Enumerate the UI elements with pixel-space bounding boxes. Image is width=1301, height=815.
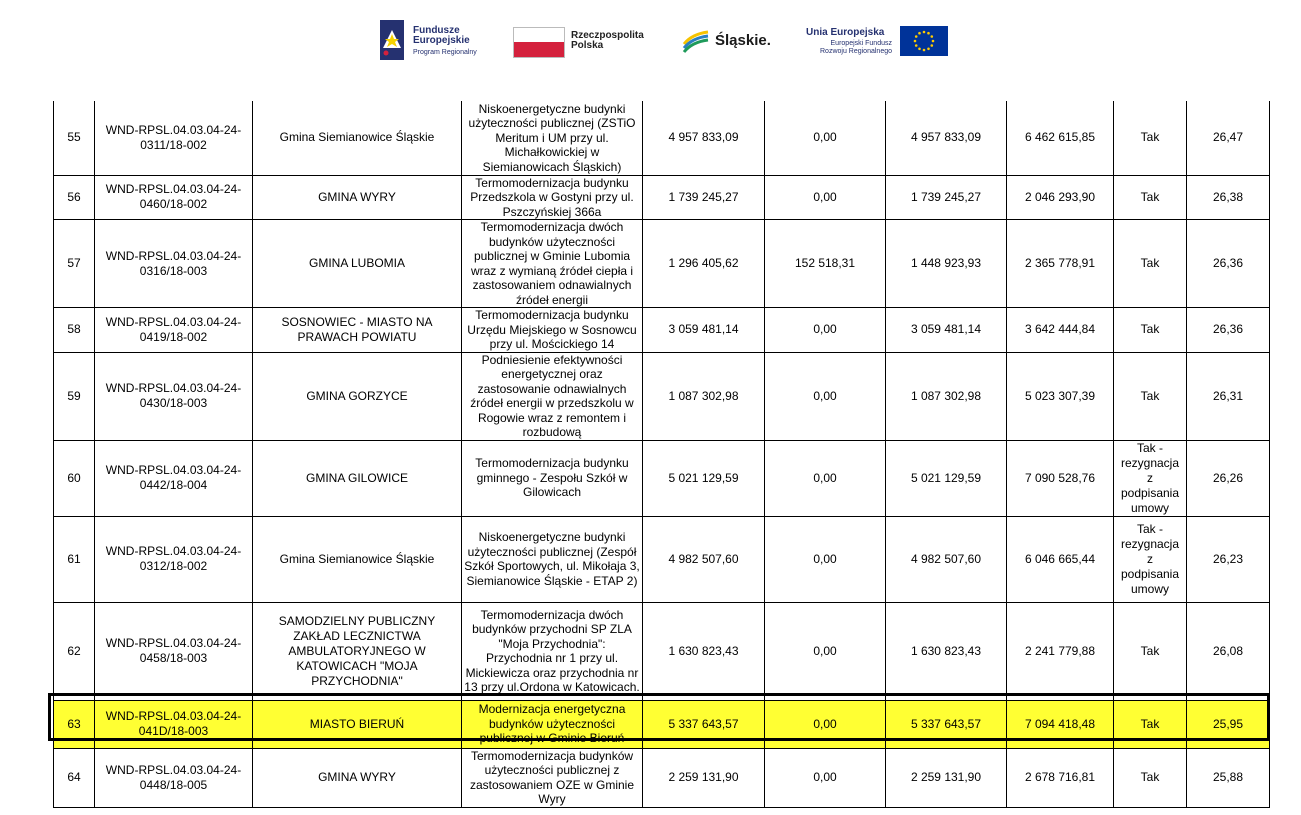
cell-score: 26,31 [1187, 352, 1270, 440]
table-row [54, 516, 1270, 602]
cell-co-financing: 1 448 923,93 [886, 220, 1007, 308]
slaskie-waves-icon [682, 28, 710, 54]
polish-flag-icon [513, 27, 565, 58]
ranking-table [53, 101, 1270, 808]
cell-co-financing: 4 982 507,60 [886, 516, 1007, 602]
unia-sub1: Europejski Fundusz [830, 40, 892, 47]
cell-total-value: 6 046 665,44 [1007, 516, 1114, 602]
cell-eligible-cost: 2 259 131,90 [643, 748, 765, 807]
cell-project-title: Niskoenergetyczne budynki użyteczności publicznej (ZSTiO Meritum i UM przy ul. Michałkowickiej w Siemianowicach Śląskich) [462, 101, 643, 175]
cell-co-financing: 1 739 245,27 [886, 175, 1007, 220]
cell-application-number: WND-RPSL.04.03.04-24-0448/18-005 [95, 748, 253, 807]
cell-total-value: 5 023 307,39 [1007, 352, 1114, 440]
cell-eligible-cost: 1 630 823,43 [643, 602, 765, 700]
table-row [54, 602, 1270, 700]
cell-status: Tak [1114, 220, 1187, 308]
cell-project-title: Niskoenergetyczne budynki użyteczności publicznej (Zespół Szkół Sportowych, ul. Mikołaja 3, Siemianowice Śląskie - ETAP 2) [462, 516, 643, 602]
rzeczpospolita-line1: Rzeczpospolita [571, 30, 644, 41]
cell-other-cost: 0,00 [765, 700, 886, 748]
cell-eligible-cost: 5 337 643,57 [643, 700, 765, 748]
ranking-table-wrapper [53, 101, 1269, 808]
unia-europejska-logo [802, 18, 952, 62]
cell-score: 26,08 [1187, 602, 1270, 700]
table-row [54, 308, 1270, 353]
unia-sub2: Rozwoju Regionalnego [820, 48, 892, 55]
cell-eligible-cost: 5 021 129,59 [643, 440, 765, 516]
cell-row-number: 62 [54, 602, 95, 700]
cell-co-financing: 1 087 302,98 [886, 352, 1007, 440]
cell-score: 26,36 [1187, 308, 1270, 353]
cell-other-cost: 0,00 [765, 308, 886, 353]
cell-eligible-cost: 4 957 833,09 [643, 101, 765, 175]
fundusze-europejskie-logo [380, 18, 490, 62]
rzeczpospolita-logo [513, 18, 663, 62]
cell-application-number: WND-RPSL.04.03.04-24-0458/18-003 [95, 602, 253, 700]
cell-status: Tak [1114, 352, 1187, 440]
slaskie-logo [682, 18, 782, 62]
cell-co-financing: 1 630 823,43 [886, 602, 1007, 700]
cell-project-title: Termomodernizacja budynku Przedszkola w Gostyni przy ul. Pszczyńskiej 366a [462, 175, 643, 220]
table-row [54, 700, 1270, 748]
cell-other-cost: 0,00 [765, 352, 886, 440]
table-row [54, 352, 1270, 440]
cell-project-title: Termomodernizacja budynku gminnego - Zespołu Szkół w Gilowicach [462, 440, 643, 516]
cell-other-cost: 0,00 [765, 516, 886, 602]
cell-total-value: 2 678 716,81 [1007, 748, 1114, 807]
cell-co-financing: 5 021 129,59 [886, 440, 1007, 516]
cell-other-cost: 0,00 [765, 440, 886, 516]
cell-application-number: WND-RPSL.04.03.04-24-0460/18-002 [95, 175, 253, 220]
table-row [54, 748, 1270, 807]
cell-status: Tak [1114, 748, 1187, 807]
cell-applicant: SAMODZIELNY PUBLICZNY ZAKŁAD LECZNICTWA AMBULATORYJNEGO W KATOWICACH "MOJA PRZYCHODNIA" [253, 602, 462, 700]
cell-other-cost: 152 518,31 [765, 220, 886, 308]
cell-application-number: WND-RPSL.04.03.04-24-0419/18-002 [95, 308, 253, 353]
cell-other-cost: 0,00 [765, 748, 886, 807]
fundusze-star-icon [380, 20, 404, 60]
cell-score: 26,23 [1187, 516, 1270, 602]
cell-application-number: WND-RPSL.04.03.04-24-041D/18-003 [95, 700, 253, 748]
cell-applicant: Gmina Siemianowice Śląskie [253, 516, 462, 602]
cell-project-title: Termomodernizacja dwóch budynków użyteczności publicznej w Gminie Lubomia wraz z wymianą źródeł ciepła i zastosowaniem odnawialnych źródeł energii [462, 220, 643, 308]
cell-total-value: 7 094 418,48 [1007, 700, 1114, 748]
table-body [54, 101, 1270, 807]
cell-other-cost: 0,00 [765, 602, 886, 700]
cell-applicant: Gmina Siemianowice Śląskie [253, 101, 462, 175]
cell-row-number: 57 [54, 220, 95, 308]
cell-status: Tak [1114, 101, 1187, 175]
cell-application-number: WND-RPSL.04.03.04-24-0442/18-004 [95, 440, 253, 516]
cell-row-number: 63 [54, 700, 95, 748]
logo-header [0, 18, 1301, 62]
cell-status: Tak - rezygnacja z podpisania umowy [1114, 516, 1187, 602]
cell-row-number: 61 [54, 516, 95, 602]
table-row [54, 175, 1270, 220]
cell-total-value: 7 090 528,76 [1007, 440, 1114, 516]
cell-project-title: Termomodernizacja budynku Urzędu Miejskiego w Sosnowcu przy ul. Mościckiego 14 [462, 308, 643, 353]
cell-co-financing: 4 957 833,09 [886, 101, 1007, 175]
cell-score: 26,47 [1187, 101, 1270, 175]
cell-row-number: 55 [54, 101, 95, 175]
table-row [54, 220, 1270, 308]
slaskie-name: Śląskie. [715, 32, 771, 49]
cell-row-number: 64 [54, 748, 95, 807]
cell-total-value: 2 046 293,90 [1007, 175, 1114, 220]
cell-other-cost: 0,00 [765, 101, 886, 175]
cell-applicant: GMINA GILOWICE [253, 440, 462, 516]
cell-project-title: Termomodernizacja budynków użyteczności publicznej z zastosowaniem OZE w Gminie Wyry [462, 748, 643, 807]
fundusze-line2: Europejskie [413, 35, 470, 46]
fundusze-line1: Fundusze [413, 25, 460, 36]
cell-status: Tak [1114, 700, 1187, 748]
cell-project-title: Termomodernizacja dwóch budynków przychodni SP ZLA "Moja Przychodnia": Przychodnia nr 1 przy ul. Mickiewicza oraz przychodnia nr 13 przy ul.Ordona w Katowicach. [462, 602, 643, 700]
cell-applicant: GMINA GORZYCE [253, 352, 462, 440]
cell-score: 25,88 [1187, 748, 1270, 807]
fundusze-subtitle: Program Regionalny [413, 49, 477, 56]
cell-application-number: WND-RPSL.04.03.04-24-0430/18-003 [95, 352, 253, 440]
cell-total-value: 3 642 444,84 [1007, 308, 1114, 353]
table-row [54, 101, 1270, 175]
cell-total-value: 2 365 778,91 [1007, 220, 1114, 308]
cell-eligible-cost: 4 982 507,60 [643, 516, 765, 602]
cell-applicant: GMINA WYRY [253, 748, 462, 807]
cell-status: Tak - rezygnacja z podpisania umowy [1114, 440, 1187, 516]
cell-co-financing: 3 059 481,14 [886, 308, 1007, 353]
cell-eligible-cost: 3 059 481,14 [643, 308, 765, 353]
cell-eligible-cost: 1 739 245,27 [643, 175, 765, 220]
cell-status: Tak [1114, 175, 1187, 220]
cell-eligible-cost: 1 296 405,62 [643, 220, 765, 308]
cell-row-number: 58 [54, 308, 95, 353]
unia-title: Unia Europejska [806, 27, 885, 38]
cell-applicant: SOSNOWIEC - MIASTO NA PRAWACH POWIATU [253, 308, 462, 353]
cell-applicant: GMINA WYRY [253, 175, 462, 220]
table-row [54, 440, 1270, 516]
cell-application-number: WND-RPSL.04.03.04-24-0311/18-002 [95, 101, 253, 175]
eu-flag-icon [900, 26, 948, 56]
cell-score: 26,38 [1187, 175, 1270, 220]
cell-score: 26,26 [1187, 440, 1270, 516]
cell-co-financing: 2 259 131,90 [886, 748, 1007, 807]
cell-row-number: 56 [54, 175, 95, 220]
cell-project-title: Podniesienie efektywności energetycznej oraz zastosowanie odnawialnych źródeł energii w przedszkolu w Rogowie wraz z remontem i rozbudową [462, 352, 643, 440]
cell-applicant: MIASTO BIERUŃ [253, 700, 462, 748]
cell-total-value: 2 241 779,88 [1007, 602, 1114, 700]
cell-row-number: 59 [54, 352, 95, 440]
cell-project-title: Modernizacja energetyczna budynków użyteczności publicznej w Gminie Bieruń [462, 700, 643, 748]
cell-score: 25,95 [1187, 700, 1270, 748]
rzeczpospolita-line2: Polska [571, 40, 604, 51]
cell-eligible-cost: 1 087 302,98 [643, 352, 765, 440]
cell-status: Tak [1114, 602, 1187, 700]
cell-status: Tak [1114, 308, 1187, 353]
cell-application-number: WND-RPSL.04.03.04-24-0316/18-003 [95, 220, 253, 308]
cell-co-financing: 5 337 643,57 [886, 700, 1007, 748]
cell-applicant: GMINA LUBOMIA [253, 220, 462, 308]
cell-total-value: 6 462 615,85 [1007, 101, 1114, 175]
cell-other-cost: 0,00 [765, 175, 886, 220]
cell-score: 26,36 [1187, 220, 1270, 308]
cell-row-number: 60 [54, 440, 95, 516]
cell-application-number: WND-RPSL.04.03.04-24-0312/18-002 [95, 516, 253, 602]
